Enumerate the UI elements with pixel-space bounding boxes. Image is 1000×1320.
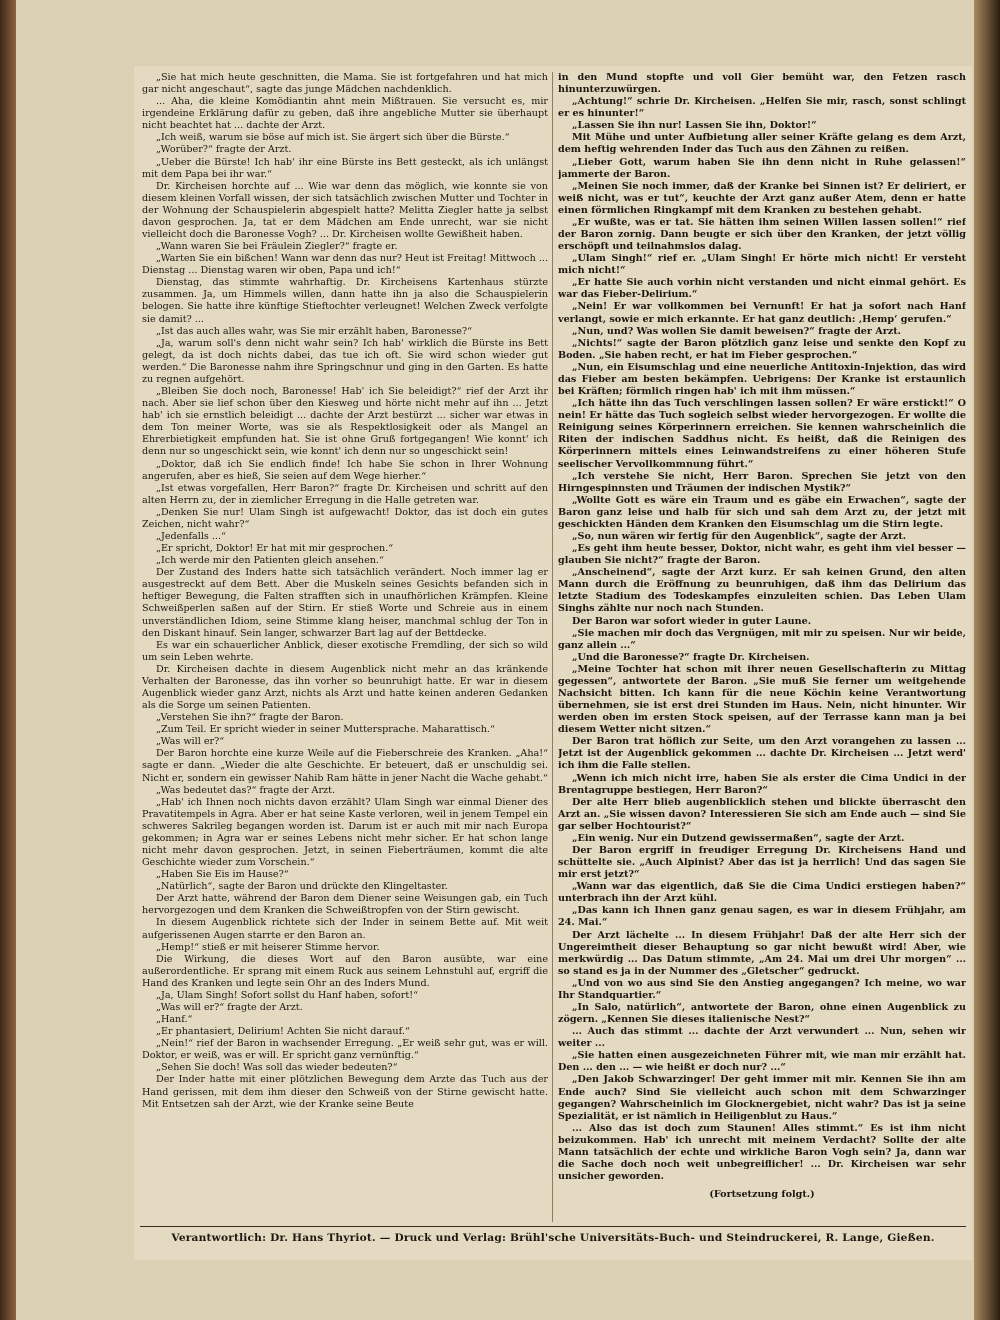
paragraph: Die Wirkung, die dieses Wort auf den Baron ausübte, war eine außerordentliche. Er sprang mit einem Ruck aus seinem Lehnstuhl auf, ergriff die Hand des Kranken und legte sein Ohr an des Inders Mund. — [142, 953, 548, 989]
paragraph: „Und die Baronesse?“ fragte Dr. Kircheisen. — [572, 651, 810, 663]
paragraph: „Meine Tochter hat schon mit ihrer neuen Gesellschafterin zu Mittag gegessen“, antwortete der Baron. „Sie muß Sie ferner um weitgehende Nachsicht bitten. Ich kann für die neue Köchin keine Verantwortung übernehmen, sie ist erst drei Stunden im Haus. Nein, nicht hinunter. Wir werden oben im ersten Stock speisen, auf der Terrasse kann man ja bei diesem Wetter nicht sitzen.“ — [558, 663, 966, 736]
article-left-column — [142, 72, 548, 1222]
paragraph: „Er wußte, was er tat. Sie hätten ihm seinen Willen lassen sollen!“ rief der Baron zornig. Dann beugte er sich über den Kranken, der jetzt völlig erschöpft und teilnahmslos dalag. — [558, 216, 966, 253]
paragraph: Der Baron trat höflich zur Seite, um den Arzt vorangehen zu lassen ... Jetzt ist der Augenblick gekommen ... dachte Dr. Kircheisen ... Jetzt werd' ich ihm die Falle stellen. — [558, 736, 966, 772]
paragraph: „Bleiben Sie doch noch, Baronesse! Hab' ich Sie beleidigt?“ rief der Arzt ihr nach. Aber sie lief schon über den Kiesweg und hörte nicht mehr auf ihn ... Jetzt hab' ich sie ernstlich beleidigt ... dachte der Arzt bestürzt ... sicher war etwas in dem Ton meiner Worte, was sie als Respektlosigkeit oder als Mangel an Ehrerbietigkeit empfunden hat. Sie ist ohne Gruß fortgegangen! Wie konnt' ich denn nur so ungeschickt sein, wie konnt' ich denn nur so ungeschickt sein! — [142, 386, 548, 458]
paragraph: „Nein!“ rief der Baron in wachsender Erregung. „Er weiß sehr gut, was er will. Doktor, er weiß, was er will. Er spricht ganz vernünftig.“ — [142, 1038, 548, 1062]
paragraph: „Wann war das eigentlich, daß Sie die Cima Undici erstiegen haben?“ unterbrach ihn der Arzt kühl. — [558, 881, 966, 905]
right-column-paragraphs — [558, 72, 966, 1183]
printed-page — [134, 66, 972, 1260]
paragraph: „Ich hätte ihn das Tuch verschlingen lassen sollen? Er wäre erstickt!“ O nein! Er hätte das Tuch sogleich selbst wieder hervorgezogen. Er wollte die Reinigung seines Körperinnern erreichen. Sie kennen wahrscheinlich die Riten der indischen Saddhus nicht. Es heißt, daß die Reinigen des Körperinnern mittels eines Leinwandstreifens zu einer höheren Stufe seelischer Vervollkommnung führt.“ — [558, 398, 966, 470]
continuation-note: (Fortsetzung folgt.) — [709, 1189, 815, 1201]
paragraph: „Wollte Gott es wäre ein Traum und es gäbe ein Erwachen“, sagte der Baron ganz leise und halb für sich und sah dem Arzt zu, der jetzt mit geschickten Händen dem Kranken den Eisumschlag um die Stirn legte. — [558, 494, 966, 530]
paragraph: „Was will er?“ — [156, 736, 225, 748]
paragraph: „Es geht ihm heute besser, Doktor, nicht wahr, es geht ihm viel besser — glauben Sie nicht?“ fragte der Baron. — [558, 543, 966, 567]
paragraph: „Ja, warum soll's denn nicht wahr sein? Ich hab' wirklich die Bürste ins Bett gelegt, da ist doch nichts dabei, das tue ich oft. Sie wird schon wieder gut werden.“ Die Baronesse nahm ihre Springschnur und ging in den Garten. Es hatte zu regnen aufgehört. — [142, 337, 548, 385]
paragraph: Dienstag, das stimmte wahrhaftig. Dr. Kircheisens Kartenhaus stürzte zusammen. Ja, um Himmels willen, dann hatte ihn ja also die Schauspielerin belogen. Sie hatte ihre künftige Stieftochter verleugnet! Welchen Zweck verfolgte sie damit? ... — [142, 277, 548, 325]
paragraph: „Denken Sie nur! Ulam Singh ist aufgewacht! Doktor, das ist doch ein gutes Zeichen, nicht wahr?“ — [142, 506, 548, 530]
paragraph: „Nichts!“ sagte der Baron plötzlich ganz leise und senkte den Kopf zu Boden. „Sie haben recht, er hat im Fieber gesprochen.“ — [558, 337, 966, 361]
paragraph: ... Aha, die kleine Komödiantin ahnt mein Mißtrauen. Sie versucht es, mir irgendeine Erklärung dafür zu geben, daß ihre angebliche Mutter sie überhaupt nicht beachtet hat ... dachte der Arzt. — [142, 96, 548, 132]
paragraph: „Sehen Sie doch! Was soll das wieder bedeuten?“ — [156, 1062, 398, 1074]
paragraph: „Ist das auch alles wahr, was Sie mir erzählt haben, Baronesse?“ — [156, 325, 472, 337]
paragraph: „Er hatte Sie auch vorhin nicht verstanden und nicht einmal gehört. Es war das Fieber-Delirium.“ — [558, 277, 966, 301]
paragraph: „Was will er?“ fragte der Arzt. — [156, 1002, 303, 1014]
newspaper-sheet — [16, 0, 974, 1320]
paragraph: „Verstehen Sie ihn?“ fragte der Baron. — [156, 712, 344, 724]
paragraph: Der Inder hatte mit einer plötzlichen Bewegung dem Arzte das Tuch aus der Hand gerissen, mit dem ihm dieser den Schweiß von der Stirne gewischt hatte. Mit Entsetzen sah der Arzt, wie der Kranke seine Beute — [142, 1074, 548, 1110]
paragraph: Dr. Kircheisen dachte in diesem Augenblick nicht mehr an das kränkende Verhalten der Baronesse, das ihn vorher so beunruhigt hatte. Er war in diesem Augenblick wieder ganz Arzt, nichts als Arzt und hatte keinen anderen Gedanken als die Sorge um seinen Patienten. — [142, 663, 548, 712]
paragraph: „Hanf.“ — [156, 1014, 193, 1026]
paragraph: „Wenn ich mich nicht irre, haben Sie als erster die Cima Undici in der Brentagruppe bestiegen, Herr Baron?“ — [558, 772, 966, 796]
paragraph: „Warten Sie ein bißchen! Wann war denn das nur? Heut ist Freitag! Mittwoch ... Dienstag ... Dienstag waren wir oben, Papa und ich!“ — [142, 253, 548, 277]
paragraph: „Ein wenig. Nur ein Dutzend gewissermaßen“, sagte der Arzt. — [572, 832, 905, 844]
paragraph: ... Also das ist doch zum Staunen! Alles stimmt.“ Es ist ihm nicht beizukommen. Hab' ich unrecht mit meinem Verdacht? Sollte der alte Mann tatsächlich der echte und wirkliche Baron Vogh sein? Ja, dann war die Sache doch noch weit unbegreiflicher! ... Dr. Kircheisen war sehr unsicher geworden. — [558, 1122, 966, 1183]
paragraph: „Natürlich“, sagte der Baron und drückte den Klingeltaster. — [156, 881, 448, 893]
paragraph: in den Mund stopfte und voll Gier bemüht war, den Fetzen rasch hinunterzuwürgen. — [558, 72, 966, 96]
scan-right-edge — [974, 0, 1000, 1320]
paragraph: „Doktor, daß ich Sie endlich finde! Ich habe Sie schon in Ihrer Wohnung angerufen, aber es hieß, Sie seien auf dem Wege hierher.“ — [142, 458, 548, 482]
paragraph: „Sie hat mich heute geschnitten, die Mama. Sie ist fortgefahren und hat mich gar nicht angeschaut“, sagte das junge Mädchen nachdenklich. — [142, 72, 548, 96]
paragraph: „Sie machen mir doch das Vergnügen, mit mir zu speisen. Nur wir beide, ganz allein ...“ — [558, 627, 966, 651]
paragraph: Dr. Kircheisen horchte auf ... Wie war denn das möglich, wie konnte sie von diesem kleinen Vorfall wissen, der sich tatsächlich zwischen Mutter und Tochter in der Wohnung der Schauspielerin abgespielt hatte? Melitta Ziegler hatte ja selbst davon gesprochen. Ja, tat er dem Mädchen am Ende unrecht, war sie nicht vielleicht doch die Baronesse Vogh? ... Dr. Kircheisen wollte Gewißheit haben. — [142, 180, 548, 241]
paragraph: „Achtung!“ schrie Dr. Kircheisen. „Helfen Sie mir, rasch, sonst schlingt er es hinunter!“ — [558, 96, 966, 120]
paragraph: „Hemp!“ stieß er mit heiserer Stimme hervor. — [156, 941, 380, 953]
paragraph: „Sie hatten einen ausgezeichneten Führer mit, wie man mir erzählt hat. Den ... den ... — wie heißt er doch nur? ...“ — [558, 1050, 966, 1074]
paragraph: „Ueber die Bürste! Ich hab' ihr eine Bürste ins Bett gesteckt, als ich unlängst mit dem Papa bei ihr war.“ — [142, 156, 548, 180]
paragraph: „Ulam Singh!“ rief er. „Ulam Singh! Er hörte mich nicht! Er versteht mich nicht!“ — [558, 253, 966, 277]
paragraph: „Nein! Er war vollkommen bei Vernunft! Er hat ja sofort nach Hanf verlangt, sowie er mich erkannte. Er hat ganz deutlich: ‚Hemp‘ gerufen.“ — [558, 301, 966, 325]
paragraph: „Anscheinend“, sagte der Arzt kurz. Er sah keinen Grund, den alten Mann durch die Eröffnung zu beunruhigen, daß ihm das Delirium das letzte Stadium des Todeskampfes einzuleiten schien. Das Leben Ulam Singhs zählte nur noch nach Stunden. — [558, 567, 966, 615]
paragraph: „Ich weiß, warum sie böse auf mich ist. Sie ärgert sich über die Bürste.“ — [156, 132, 510, 144]
scan-left-shadow — [0, 0, 16, 1320]
paragraph: „Was bedeutet das?“ fragte der Arzt. — [156, 784, 335, 796]
paragraph: „Haben Sie Eis im Hause?“ — [156, 869, 289, 881]
paragraph: „Das kann ich Ihnen ganz genau sagen, es war in diesem Frühjahr, am 24. Mai.“ — [558, 905, 966, 929]
paragraph: „Den Jakob Schwarzinger! Der geht immer mit mir. Kennen Sie ihn am Ende auch? Sind Sie vielleicht auch schon mit dem Schwarzinger gegangen? Wahrscheinlich im Glocknergebiet, nicht wahr? Das ist ja seine Spezialität, er ist nämlich in Heiligenblut zu Haus.“ — [558, 1074, 966, 1122]
paragraph: Der Baron horchte eine kurze Weile auf die Fieberschreie des Kranken. „Aha!“ sagte er dann. „Wieder die alte Geschichte. Er beteuert, daß er unschuldig sei. Nicht er, sondern ein gewisser Nahib Ram hätte in jener Nacht die Wache gehabt.“ — [142, 748, 548, 784]
footer-rule — [140, 1226, 966, 1227]
paragraph: Der alte Herr blieb augenblicklich stehen und blickte überrascht den Arzt an. „Sie wissen davon? Interessieren Sie sich am Ende auch — sind Sie gar selber Hochtourist?“ — [558, 796, 966, 832]
paragraph: Mit Mühe und unter Aufbietung aller seiner Kräfte gelang es dem Arzt, dem heftig wehrenden Inder das Tuch aus den Zähnen zu reißen. — [558, 132, 966, 156]
paragraph: „Zum Teil. Er spricht wieder in seiner Muttersprache. Maharattisch.“ — [156, 724, 495, 736]
paragraph: „Lassen Sie ihn nur! Lassen Sie ihn, Doktor!“ — [572, 120, 817, 132]
paragraph: ... Auch das stimmt ... dachte der Arzt verwundert ... Nun, sehen wir weiter ... — [558, 1026, 966, 1050]
paragraph: „Wann waren Sie bei Fräulein Ziegler?“ fragte er. — [156, 241, 398, 253]
paragraph: „Ich werde mir den Patienten gleich ansehen.“ — [156, 555, 384, 567]
paragraph: „Nun, und? Was wollen Sie damit beweisen?“ fragte der Arzt. — [572, 325, 901, 337]
paragraph: „Ich verstehe Sie nicht, Herr Baron. Sprechen Sie jetzt von den Hirngespinnsten und Träumen der indischen Mystik?“ — [558, 470, 966, 494]
paragraph: „Meinen Sie noch immer, daß der Kranke bei Sinnen ist? Er deliriert, er weiß nicht, was er tut“, keuchte der Arzt ganz außer Atem, denn er hatte einen förmlichen Ringkampf mit dem Kranken zu bestehen gehabt. — [558, 180, 966, 216]
paragraph: „Hab' ich Ihnen noch nichts davon erzählt? Ulam Singh war einmal Diener des Pravatitempels in Agra. Aber er hat seine Kaste verloren, weil in jenem Tempel ein schweres Sakrileg begangen worden ist. Darum ist er auch mit mir nach Europa gekommen; in Agra war er seines Lebens nicht mehr sicher. Er hat schon lange nicht mehr davon gesprochen. Jetzt, in seinen Fieberträumen, kommt die alte Geschichte wieder zum Vorschein.“ — [142, 796, 548, 869]
paragraph: „So, nun wären wir fertig für den Augenblick“, sagte der Arzt. — [572, 530, 907, 542]
paragraph: Es war ein schauerlicher Anblick, dieser exotische Fremdling, der sich so wild um sein Leben wehrte. — [142, 639, 548, 663]
paragraph: „In Salo, natürlich“, antwortete der Baron, ohne einen Augenblick zu zögern. „Kennen Sie dieses italienische Nest?“ — [558, 1002, 966, 1026]
paragraph: Der Arzt lächelte ... In diesem Frühjahr! Daß der alte Herr sich der Ungereimtheit dieser Behauptung so gar nicht bewußt wird! Aber, wie merkwürdig ... Das Datum stimmte, „Am 24. Mai um drei Uhr morgen“ ... so stand es ja in der Nummer des „Gletscher“ gedruckt. — [558, 929, 966, 977]
paragraph: In diesem Augenblick richtete sich der Inder in seinem Bette auf. Mit weit aufgerissenen Augen starrte er den Baron an. — [142, 917, 548, 941]
paragraph: „Jedenfalls ...“ — [156, 530, 226, 542]
paragraph: „Und von wo aus sind Sie den Anstieg angegangen? Ich meine, wo war Ihr Standquartier.“ — [558, 977, 966, 1001]
paragraph: „Er spricht, Doktor! Er hat mit mir gesprochen.“ — [156, 543, 394, 555]
paragraph: Der Baron war sofort wieder in guter Laune. — [572, 615, 812, 627]
imprint-footer: Verantwortlich: Dr. Hans Thyriot. — Druck und Verlag: Brühl'sche Universitäts-Buch- und Steindruckerei, R. Lange, Gießen. — [171, 1232, 935, 1244]
paragraph: „Worüber?“ fragte der Arzt. — [156, 144, 292, 156]
article-right-column — [558, 72, 966, 1222]
paragraph: Der Arzt hatte, während der Baron dem Diener seine Weisungen gab, ein Tuch hervorgezogen und dem Kranken die Schweißtropfen von der Stirn gewischt. — [142, 893, 548, 917]
paragraph: „Er phantasiert, Delirium! Achten Sie nicht darauf.“ — [156, 1026, 410, 1038]
paragraph: „Ist etwas vorgefallen, Herr Baron?“ fragte Dr. Kircheisen und schritt auf den alten Herrn zu, der in ziemlicher Erregung in die Halle getreten war. — [142, 482, 548, 506]
paragraph: Der Zustand des Inders hatte sich tatsächlich verändert. Noch immer lag er ausgestreckt auf dem Bett. Aber die Muskeln seines Gesichts befanden sich in heftiger Bewegung, die Falten strafften sich in unaufhörlichen Krämpfen. Kleine Schweißperlen saßen auf der Stirn. Er stieß Worte und Schreie aus in einem unverständlichen Idiom, seine Stimme klang heiser, manchmal schlug der Ton in den Diskant hinauf. Sein langer, schwarzer Bart lag auf der Bettdecke. — [142, 567, 548, 639]
paragraph: „Ja, Ulam Singh! Sofort sollst du Hanf haben, sofort!“ — [156, 989, 418, 1001]
paragraph: „Lieber Gott, warum haben Sie ihn denn nicht in Ruhe gelassen!“ jammerte der Baron. — [558, 156, 966, 180]
paragraph: Der Baron ergriff in freudiger Erregung Dr. Kircheisens Hand und schüttelte sie. „Auch Alpinist? Aber das ist ja herrlich! Und das sagen Sie mir erst jetzt?“ — [558, 845, 966, 881]
paragraph: „Nun, ein Eisumschlag und eine neuerliche Antitoxin-Injektion, das wird das Fieber am besten bekämpfen. Uebrigens: Der Kranke ist erstaunlich bei Kräften; förmlich ringen hab' ich mit ihm müssen.“ — [558, 361, 966, 398]
column-divider — [552, 72, 553, 1222]
